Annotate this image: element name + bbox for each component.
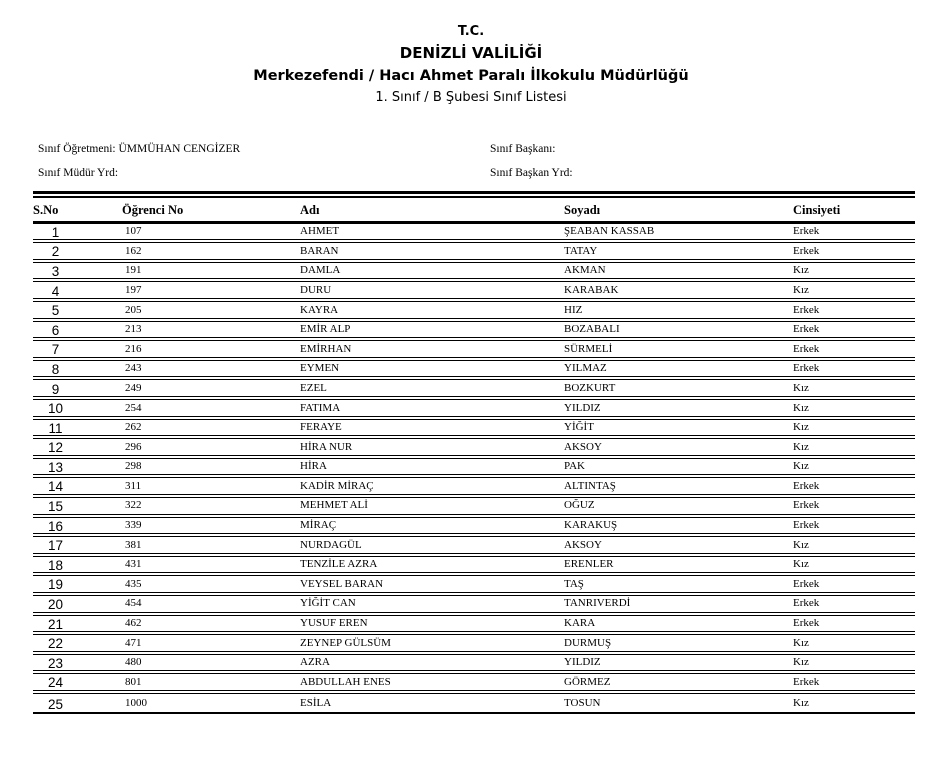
last-name-cell: TOSUN	[564, 697, 601, 710]
table-row	[33, 616, 915, 636]
first-name-cell: KADİR MİRAÇ	[300, 479, 374, 492]
first-name-cell: EMİR ALP	[300, 323, 351, 336]
first-name-cell: FATIMA	[300, 401, 341, 414]
student-no-cell: 431	[125, 558, 142, 571]
table-row	[33, 282, 915, 302]
student-no-cell: 296	[125, 440, 142, 453]
header-governorship: DENİZLİ VALİLİĞİ	[399, 44, 543, 63]
student-no-cell: 254	[125, 401, 142, 414]
sno-cell: 25	[47, 697, 64, 712]
sno-cell: 17	[47, 538, 64, 554]
last-name-cell: AKSOY	[564, 440, 602, 453]
gender-cell: Kız	[793, 440, 809, 453]
last-name-cell: ERENLER	[564, 558, 614, 571]
last-name-cell: TANRIVERDİ	[564, 597, 631, 610]
first-name-cell: DAMLA	[300, 264, 341, 277]
table-row	[33, 302, 915, 322]
first-name-cell: MEHMET ALİ	[300, 499, 368, 512]
student-no-cell: 454	[125, 597, 142, 610]
column-header-cinsiyeti: Cinsiyeti	[793, 202, 841, 217]
column-header-adi: Adı	[300, 202, 320, 217]
gender-cell: Erkek	[793, 225, 820, 238]
table-row	[33, 635, 915, 655]
student-no-cell: 197	[125, 283, 142, 296]
table-row	[33, 674, 915, 694]
student-no-cell: 213	[125, 323, 142, 336]
sno-cell: 8	[51, 361, 60, 377]
sno-cell: 13	[47, 459, 64, 475]
first-name-cell: AHMET	[300, 225, 340, 238]
sno-cell: 11	[48, 420, 63, 436]
class-president-label: Sınıf Başkanı:	[490, 142, 556, 155]
info-fields	[38, 143, 915, 179]
first-name-cell: HİRA	[300, 460, 327, 473]
gender-cell: Kız	[793, 421, 809, 434]
first-name-cell: AZRA	[300, 656, 330, 669]
student-no-cell: 243	[125, 362, 142, 375]
first-name-cell: EYMEN	[300, 362, 340, 375]
column-header-soyadi: Soyadı	[564, 202, 601, 217]
sno-cell: 1	[51, 224, 60, 240]
last-name-cell: BOZKURT	[564, 381, 616, 394]
student-table	[33, 198, 915, 714]
first-name-cell: YİĞİT CAN	[300, 597, 356, 610]
last-name-cell: ŞEABAN KASSAB	[564, 225, 655, 238]
student-no-cell: 480	[125, 656, 142, 669]
table-row	[33, 400, 915, 420]
first-name-cell: YUSUF EREN	[300, 617, 368, 630]
table-row	[33, 380, 915, 400]
last-name-cell: KARA	[564, 617, 596, 630]
table-row	[33, 596, 915, 616]
sno-cell: 15	[47, 499, 64, 515]
sno-cell: 21	[47, 616, 64, 632]
first-name-cell: TENZİLE AZRA	[300, 558, 378, 571]
last-name-cell: YILDIZ	[564, 401, 601, 414]
first-name-cell: ABDULLAH ENES	[300, 675, 391, 688]
first-name-cell: KAYRA	[300, 303, 339, 316]
first-name-cell: MİRAÇ	[300, 519, 337, 532]
last-name-cell: TATAY	[564, 244, 598, 257]
sno-cell: 4	[51, 283, 60, 299]
gender-cell: Kız	[793, 697, 809, 710]
class-president-field	[490, 143, 915, 155]
info-row-2	[38, 167, 915, 179]
sno-cell: 6	[51, 322, 60, 338]
student-no-cell: 471	[125, 636, 142, 649]
student-no-cell: 249	[125, 381, 142, 394]
last-name-cell: PAK	[564, 460, 585, 473]
table-row	[33, 341, 915, 361]
table-row	[33, 557, 915, 577]
gender-cell: Erkek	[793, 342, 820, 355]
student-no-cell: 107	[125, 225, 142, 238]
gender-cell: Erkek	[793, 499, 820, 512]
student-no-cell: 191	[125, 264, 142, 277]
table-row	[33, 361, 915, 381]
first-name-cell: EZEL	[300, 381, 327, 394]
gender-cell: Erkek	[793, 303, 820, 316]
student-no-cell: 381	[125, 538, 142, 551]
student-no-cell: 162	[125, 244, 142, 257]
last-name-cell: YİĞİT	[564, 421, 594, 434]
sno-cell: 20	[47, 597, 64, 613]
first-name-cell: BARAN	[300, 244, 339, 257]
sno-cell: 22	[47, 636, 64, 652]
last-name-cell: AKMAN	[564, 264, 606, 277]
sno-cell: 14	[47, 479, 64, 495]
header-republic-line: T.C.	[457, 24, 485, 39]
vice-principal-label: Sınıf Müdür Yrd:	[38, 166, 119, 179]
last-name-cell: YILMAZ	[564, 362, 607, 375]
gender-cell: Erkek	[793, 675, 820, 688]
vice-principal-field	[38, 167, 490, 179]
last-name-cell: YILDIZ	[564, 656, 601, 669]
first-name-cell: ESİLA	[300, 697, 332, 710]
header-list-title: 1. Sınıf / B Şubesi Sınıf Listesi	[375, 89, 567, 105]
table-row	[33, 694, 915, 714]
sno-cell: 5	[51, 303, 60, 319]
column-header-sno: S.No	[33, 202, 59, 217]
first-name-cell: HİRA NUR	[300, 440, 353, 453]
table-row	[33, 518, 915, 538]
table-body	[33, 224, 915, 714]
student-no-cell: 462	[125, 617, 142, 630]
student-no-cell: 311	[125, 479, 142, 492]
gender-cell: Erkek	[793, 362, 820, 375]
gender-cell: Erkek	[793, 323, 820, 336]
thick-divider-rule	[33, 191, 915, 198]
gender-cell: Kız	[793, 538, 809, 551]
class-teacher-label: Sınıf Öğretmeni:	[38, 142, 116, 155]
student-no-cell: 298	[125, 460, 142, 473]
gender-cell: Erkek	[793, 617, 820, 630]
gender-cell: Erkek	[793, 519, 820, 532]
last-name-cell: OĞUZ	[564, 499, 595, 512]
student-no-cell: 322	[125, 499, 142, 512]
last-name-cell: HIZ	[564, 303, 583, 316]
gender-cell: Kız	[793, 401, 809, 414]
last-name-cell: AKSOY	[564, 538, 602, 551]
sno-cell: 18	[47, 557, 64, 573]
gender-cell: Kız	[793, 381, 809, 394]
first-name-cell: NURDAGÜL	[300, 538, 362, 551]
class-teacher-value: ÜMMÜHAN CENGİZER	[118, 142, 241, 155]
last-name-cell: TAŞ	[564, 577, 584, 590]
table-row	[33, 498, 915, 518]
sno-cell: 19	[47, 577, 64, 593]
header-school-name: Merkezefendi / Hacı Ahmet Paralı İlkokulu Müdürlüğü	[253, 68, 689, 85]
last-name-cell: SÜRMELİ	[564, 342, 613, 355]
table-row	[33, 439, 915, 459]
sno-cell: 2	[51, 244, 60, 260]
class-teacher-field	[38, 143, 490, 155]
table-row	[33, 655, 915, 675]
gender-cell: Erkek	[793, 597, 820, 610]
vice-president-label: Sınıf Başkan Yrd:	[490, 166, 573, 179]
gender-cell: Kız	[793, 283, 809, 296]
student-no-cell: 1000	[125, 697, 147, 710]
document-header	[0, 0, 942, 109]
student-no-cell: 216	[125, 342, 142, 355]
gender-cell: Erkek	[793, 479, 820, 492]
student-no-cell: 339	[125, 519, 142, 532]
table-row	[33, 537, 915, 557]
student-no-cell: 262	[125, 421, 142, 434]
table-row	[33, 224, 915, 244]
sno-cell: 23	[47, 655, 64, 671]
gender-cell: Kız	[793, 264, 809, 277]
table-row	[33, 243, 915, 263]
first-name-cell: VEYSEL BARAN	[300, 577, 384, 590]
sno-cell: 24	[47, 675, 64, 691]
gender-cell: Kız	[793, 656, 809, 669]
table-row	[33, 322, 915, 342]
last-name-cell: BOZABALI	[564, 323, 620, 336]
sno-cell: 3	[51, 263, 60, 279]
table-row	[33, 576, 915, 596]
info-row-1	[38, 143, 915, 155]
sno-cell: 12	[47, 440, 64, 456]
table-row	[33, 459, 915, 479]
column-header-ogrencino: Öğrenci No	[122, 202, 184, 217]
sno-cell: 10	[47, 401, 64, 417]
gender-cell: Kız	[793, 636, 809, 649]
student-no-cell: 435	[125, 577, 142, 590]
last-name-cell: KARABAK	[564, 283, 619, 296]
sno-cell: 9	[51, 381, 60, 397]
last-name-cell: ALTINTAŞ	[564, 479, 616, 492]
first-name-cell: EMİRHAN	[300, 342, 352, 355]
table-row	[33, 263, 915, 283]
last-name-cell: DURMUŞ	[564, 636, 612, 649]
gender-cell: Erkek	[793, 244, 820, 257]
sno-cell: 16	[47, 518, 64, 534]
sno-cell: 7	[51, 342, 60, 358]
vice-president-field	[490, 167, 915, 179]
table-row	[33, 478, 915, 498]
gender-cell: Kız	[793, 460, 809, 473]
gender-cell: Kız	[793, 558, 809, 571]
first-name-cell: DURU	[300, 283, 332, 296]
student-no-cell: 205	[125, 303, 142, 316]
table-header-row	[33, 198, 915, 224]
last-name-cell: GÖRMEZ	[564, 675, 611, 688]
student-no-cell: 801	[125, 675, 142, 688]
first-name-cell: ZEYNEP GÜLSÜM	[300, 636, 391, 649]
last-name-cell: KARAKUŞ	[564, 519, 618, 532]
gender-cell: Erkek	[793, 577, 820, 590]
first-name-cell: FERAYE	[300, 421, 342, 434]
table-row	[33, 420, 915, 440]
